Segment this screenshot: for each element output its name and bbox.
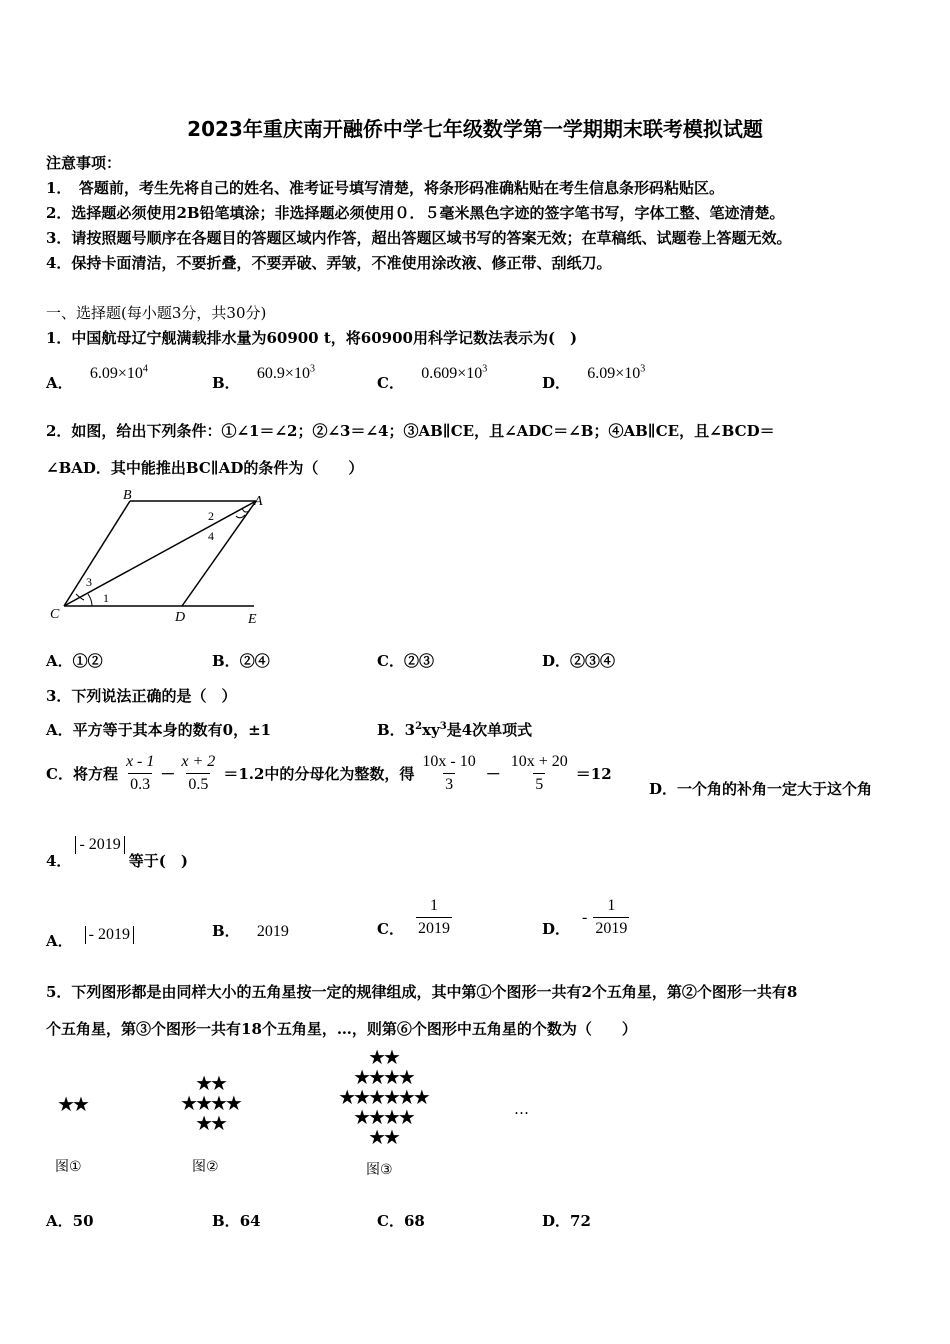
q2-option-b: B．②④ (212, 652, 270, 670)
figure-ellipsis: … (514, 1100, 529, 1118)
notice-item: 1． 答题前，考生先将自己的姓名、准考证号填写清楚，将条形码准确粘贴在考生信息条形码粘贴区。 (46, 179, 724, 197)
q3-option-d: D．一个角的补角一定大于这个角 (649, 780, 873, 798)
q2-figure (46, 488, 276, 628)
q2-option-d: D．②③④ (542, 652, 616, 670)
q5-option-d: D．72 (542, 1212, 591, 1230)
q3-option-b: B．$3^2xy^3$是4次单项式 (377, 721, 533, 739)
q1-stem: 1．中国航母辽宁舰满载排水量为60900 t，将60900用科学记数法表示为( ) (46, 329, 578, 347)
figure-label-2: 图② (192, 1159, 219, 1175)
figure-label-1: 图① (55, 1159, 82, 1175)
segment-ad (182, 501, 256, 606)
label-angle-1: 1 (103, 591, 109, 605)
notice-heading: 注意事项： (46, 154, 122, 172)
page-title: 2023年重庆南开融侨中学七年级数学第一学期期末联考模拟试题 (187, 117, 763, 141)
star-figure-3: ★★ ★★★★ ★★★★★★ ★★★★ ★★ (338, 1045, 428, 1149)
q4-option-a: A． - 2019 (46, 918, 134, 951)
label-e: E (248, 612, 257, 627)
label-d: D (175, 610, 186, 625)
segment-bc (64, 501, 130, 606)
q3-stem: 3．下列说法正确的是（ ） (46, 687, 237, 705)
q5-option-b: B．64 (212, 1212, 261, 1230)
label-angle-4: 4 (208, 529, 214, 543)
q3-option-a: A．平方等于其本身的数有0，±1 (46, 721, 272, 739)
q5-option-c: C．68 (377, 1212, 425, 1230)
figure-label-3: 图③ (366, 1162, 393, 1178)
q2-stem-line2: ∠BAD．其中能推出BC∥AD的条件为（ ） (46, 459, 364, 477)
angle-mark-1 (88, 594, 92, 606)
notice-item: 4．保持卡面清洁，不要折叠，不要弄破、弄皱，不准使用涂改液、修正带、刮纸刀。 (46, 254, 612, 272)
q1-option-a: A． $6.09\times 10^4$ (46, 363, 148, 392)
star-figure-1: ★★ (57, 1092, 87, 1116)
label-a: A (254, 494, 263, 509)
star-figure-2: ★★ ★★★★ ★★ (180, 1071, 240, 1135)
notice-item: 3．请按照题号顺序在各题目的答题区域内作答，超出答题区域书写的答案无效；在草稿纸、试题卷上答题无效。 (46, 229, 792, 247)
q3-option-c: C．将方程 $\frac{x - 1}{0.3}$ － $\frac{x + 2}{0.5}$ ＝1.2中的分母化为整数，得 $\frac{10x - 10}{3}$ － $\frac{10x + 20}{5}$ ＝12 (46, 753, 612, 793)
q1-option-c: C． $0.609\times 10^3$ (377, 363, 488, 392)
section-heading: 一、选择题(每小题3分，共30分) (46, 304, 267, 322)
q4-option-b: B． 2019 (212, 922, 289, 940)
q2-option-a: A．①② (46, 652, 103, 670)
q1-option-b: B． $60.9\times 10^3$ (212, 363, 315, 392)
q4-stem: 4． - 2019 等于( ) (46, 836, 188, 870)
q4-option-c: C． $\frac{1}{2019}$ (377, 897, 450, 938)
q2-option-c: C．②③ (377, 652, 434, 670)
label-angle-3: 3 (86, 575, 92, 589)
q2-stem-line1: 2．如图，给出下列条件：①∠1＝∠2；②∠3＝∠4；③AB∥CE，且∠ADC＝∠B；④AB∥CE，且∠BCD＝ (46, 422, 775, 440)
label-c: C (50, 607, 60, 622)
q5-stem-line1: 5．下列图形都是由同样大小的五角星按一定的规律组成，其中第①个图形一共有2个五角星，第②个图形一共有8 (46, 983, 798, 1001)
label-angle-2: 2 (208, 509, 214, 523)
notice-item: 2．选择题必须使用2B铅笔填涂；非选择题必须使用０．５毫米黑色字迹的签字笔书写，字体工整、笔迹清楚。 (46, 204, 785, 222)
q5-option-a: A．50 (46, 1212, 94, 1230)
segment-ca (64, 501, 256, 606)
q4-option-d: D． - $\frac{1}{2019}$ (542, 897, 628, 938)
label-b: B (123, 488, 132, 503)
q1-option-d: D． $6.09\times 10^3$ (542, 363, 646, 392)
q5-stem-line2: 个五角星，第③个图形一共有18个五角星，…，则第⑥个图形中五角星的个数为（ ） (46, 1020, 637, 1038)
